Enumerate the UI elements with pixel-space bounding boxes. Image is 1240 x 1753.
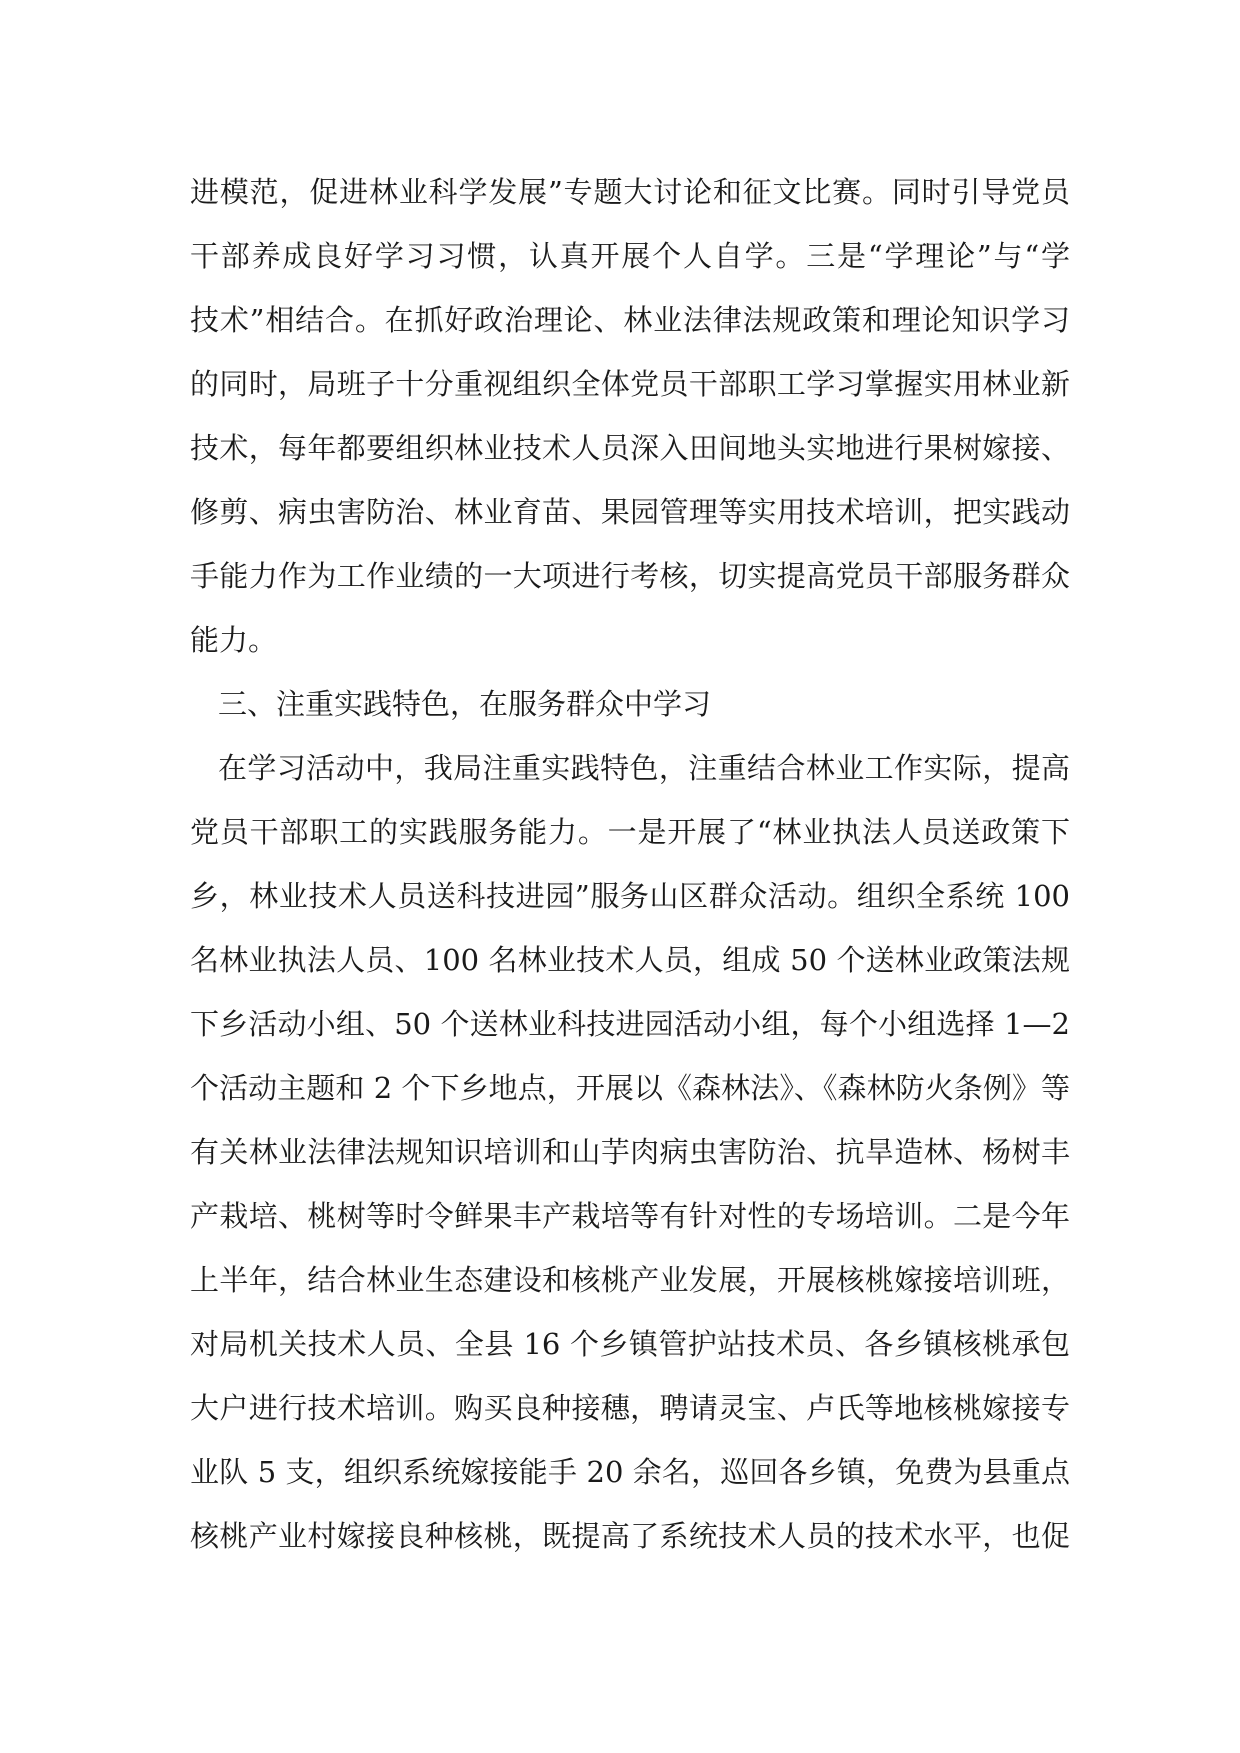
text-line: 对局机关技术人员、全县 16 个乡镇管护站技术员、各乡镇核桃承包: [190, 1327, 1070, 1361]
text-line: 产栽培、桃树等时令鲜果丰产栽培等有针对性的专场培训。二是今年: [190, 1199, 1070, 1233]
text-line: 在学习活动中，我局注重实践特色，注重结合林业工作实际，提高: [218, 751, 1070, 785]
text-line: 手能力作为工作业绩的一大项进行考核，切实提高党员干部服务群众: [190, 559, 1070, 593]
text-line: 党员干部职工的实践服务能力。一是开展了“林业执法人员送政策下: [190, 815, 1070, 849]
text-line: 干部养成良好学习习惯，认真开展个人自学。三是“学理论”与“学: [190, 239, 1070, 273]
text-line: 有关林业法律法规知识培训和山芋肉病虫害防治、抗旱造林、杨树丰: [190, 1135, 1070, 1169]
text-line: 修剪、病虫害防治、林业育苗、果园管理等实用技术培训，把实践动: [190, 495, 1070, 529]
text-line: 进模范，促进林业科学发展”专题大讨论和征文比赛。同时引导党员: [190, 175, 1070, 209]
text-line: 的同时，局班子十分重视组织全体党员干部职工学习掌握实用林业新: [190, 367, 1070, 401]
document-body: [190, 160, 1070, 1568]
text-line: 个活动主题和 2 个下乡地点，开展以《森林法》、《森林防火条例》等: [190, 1071, 1070, 1105]
text-line: 能力。: [190, 623, 278, 657]
section-heading: 三、注重实践特色，在服务群众中学习: [218, 687, 712, 721]
text-line: 乡，林业技术人员送科技进园”服务山区群众活动。组织全系统 100: [190, 879, 1070, 913]
text-line: 名林业执法人员、100 名林业技术人员，组成 50 个送林业政策法规: [190, 943, 1070, 977]
text-line: 下乡活动小组、50 个送林业科技进园活动小组，每个小组选择 1—2: [190, 1007, 1070, 1041]
text-line: 上半年，结合林业生态建设和核桃产业发展，开展核桃嫁接培训班，: [190, 1263, 1070, 1297]
text-line: 技术，每年都要组织林业技术人员深入田间地头实地进行果树嫁接、: [190, 431, 1070, 465]
text-line: 大户进行技术培训。购买良种接穗，聘请灵宝、卢氏等地核桃嫁接专: [190, 1391, 1070, 1425]
text-line: 业队 5 支，组织系统嫁接能手 20 余名，巡回各乡镇，免费为县重点: [190, 1455, 1070, 1489]
text-line: 技术”相结合。在抓好政治理论、林业法律法规政策和理论知识学习: [190, 303, 1070, 337]
text-line: 核桃产业村嫁接良种核桃，既提高了系统技术人员的技术水平，也促: [190, 1519, 1070, 1553]
